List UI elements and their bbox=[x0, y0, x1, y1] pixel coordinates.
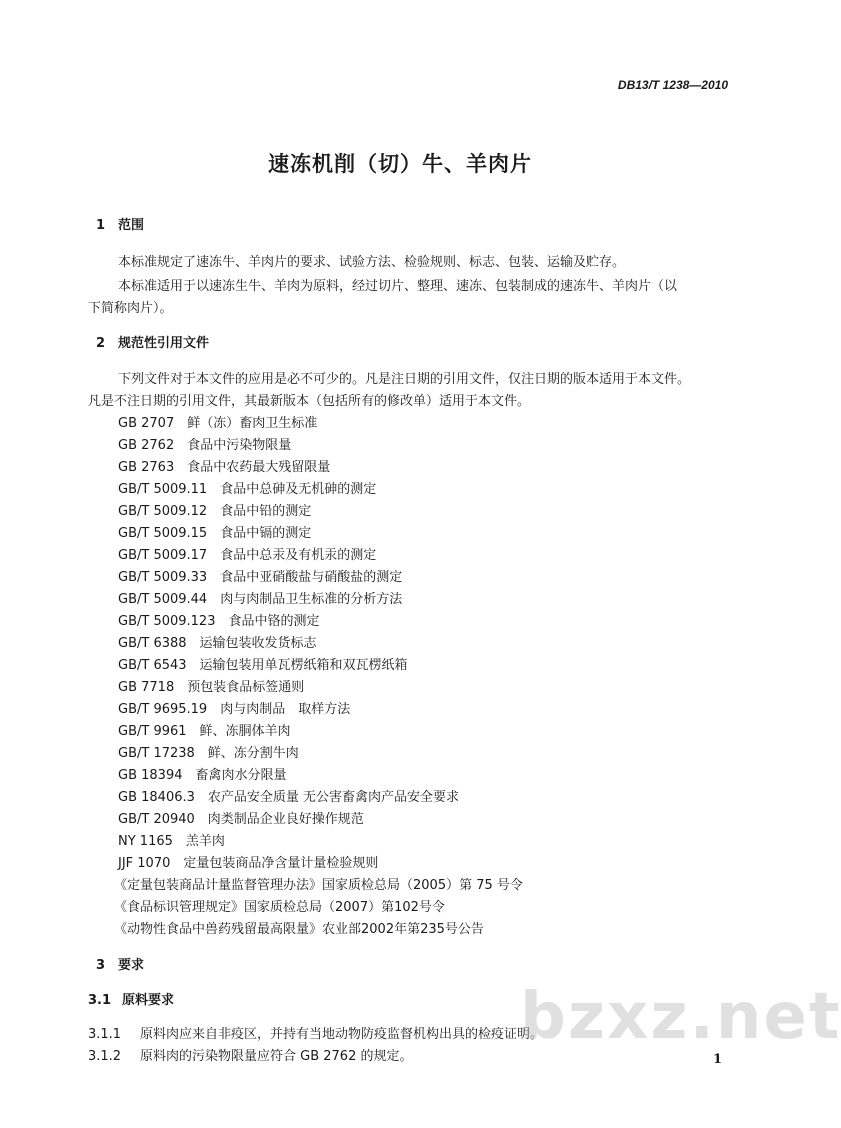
reference-item: GB/T 6388 运输包装收发货标志 bbox=[118, 636, 317, 651]
watermark: bzxz.net bbox=[520, 980, 841, 1054]
page-number: 1 bbox=[712, 1052, 722, 1067]
reference-item: 《定量包装商品计量监督管理办法》国家质检总局（2005）第 75 号令 bbox=[114, 878, 523, 893]
section-2-number: 2 bbox=[96, 336, 106, 351]
section-1-heading bbox=[96, 218, 144, 234]
subsection-3-1-heading bbox=[88, 993, 174, 1009]
section-1-title: 范围 bbox=[118, 218, 145, 233]
standard-code: DB13/T 1238—2010 bbox=[617, 78, 728, 92]
reference-item: GB/T 5009.123 食品中铬的测定 bbox=[118, 614, 320, 629]
reference-item: GB/T 5009.15 食品中镉的测定 bbox=[118, 526, 312, 541]
section-1-paragraph: 本标准适用于以速冻生牛、羊肉为原料，经过切片、整理、速冻、包装制成的速冻牛、羊肉片（以 bbox=[118, 279, 678, 294]
reference-item: GB/T 9695.19 肉与肉制品 取样方法 bbox=[118, 702, 351, 717]
clause-number: 3.1.2 bbox=[88, 1049, 122, 1064]
reference-item: GB/T 9961 鲜、冻胴体羊肉 bbox=[118, 724, 291, 739]
reference-item: 《动物性食品中兽药残留最高限量》农业部2002年第235号公告 bbox=[114, 922, 484, 937]
reference-item: GB 2707 鲜（冻）畜肉卫生标准 bbox=[118, 416, 318, 431]
section-2-intro: 凡是不注日期的引用文件，其最新版本（包括所有的修改单）适用于本文件。 bbox=[88, 394, 531, 409]
section-2-title: 规范性引用文件 bbox=[118, 336, 210, 351]
section-2-intro: 下列文件对于本文件的应用是必不可少的。凡是注日期的引用文件，仅注日期的版本适用于本文件。 bbox=[118, 372, 691, 387]
section-1-number: 1 bbox=[96, 218, 106, 233]
section-2-heading bbox=[96, 336, 209, 352]
reference-item: GB/T 5009.33 食品中亚硝酸盐与硝酸盐的测定 bbox=[118, 570, 403, 585]
reference-item: 《食品标识管理规定》国家质检总局（2007）第102号令 bbox=[114, 900, 445, 915]
reference-item: GB 7718 预包装食品标签通则 bbox=[118, 680, 305, 695]
reference-item: NY 1165 羔羊肉 bbox=[118, 834, 225, 849]
reference-item: GB/T 17238 鲜、冻分割牛肉 bbox=[118, 746, 299, 761]
reference-item: GB/T 5009.44 肉与肉制品卫生标准的分析方法 bbox=[118, 592, 403, 607]
reference-item: GB 2763 食品中农药最大残留限量 bbox=[118, 460, 331, 475]
subsection-3-1-number: 3.1 bbox=[88, 993, 112, 1008]
section-1-paragraph: 下简称肉片）。 bbox=[88, 301, 173, 316]
reference-item: GB 2762 食品中污染物限量 bbox=[118, 438, 292, 453]
clause-number: 3.1.1 bbox=[88, 1027, 122, 1042]
document-title: 速冻机削（切）牛、羊肉片 bbox=[268, 152, 532, 176]
reference-item: JJF 1070 定量包装商品净含量计量检验规则 bbox=[118, 856, 379, 871]
clause-text: 原料肉应来自非疫区，并持有当地动物防疫监督机构出具的检疫证明。 bbox=[140, 1027, 544, 1042]
clause-item bbox=[88, 1027, 543, 1043]
section-3-number: 3 bbox=[96, 958, 106, 973]
reference-item: GB/T 20940 肉类制品企业良好操作规范 bbox=[118, 812, 364, 827]
reference-item: GB/T 6543 运输包装用单瓦楞纸箱和双瓦楞纸箱 bbox=[118, 658, 408, 673]
section-3-title: 要求 bbox=[118, 958, 145, 973]
reference-item: GB/T 5009.17 食品中总汞及有机汞的测定 bbox=[118, 548, 377, 563]
section-1-paragraph: 本标准规定了速冻牛、羊肉片的要求、试验方法、检验规则、标志、包装、运输及贮存。 bbox=[118, 255, 626, 270]
subsection-3-1-title: 原料要求 bbox=[122, 993, 175, 1008]
reference-item: GB/T 5009.12 食品中铅的测定 bbox=[118, 504, 312, 519]
clause-item bbox=[88, 1049, 412, 1065]
section-3-heading bbox=[96, 958, 144, 974]
reference-item: GB/T 5009.11 食品中总砷及无机砷的测定 bbox=[118, 482, 377, 497]
reference-item: GB 18394 畜禽肉水分限量 bbox=[118, 768, 287, 783]
clause-text: 原料肉的污染物限量应符合 GB 2762 的规定。 bbox=[140, 1049, 413, 1064]
reference-item: GB 18406.3 农产品安全质量 无公害畜禽肉产品安全要求 bbox=[118, 790, 460, 805]
